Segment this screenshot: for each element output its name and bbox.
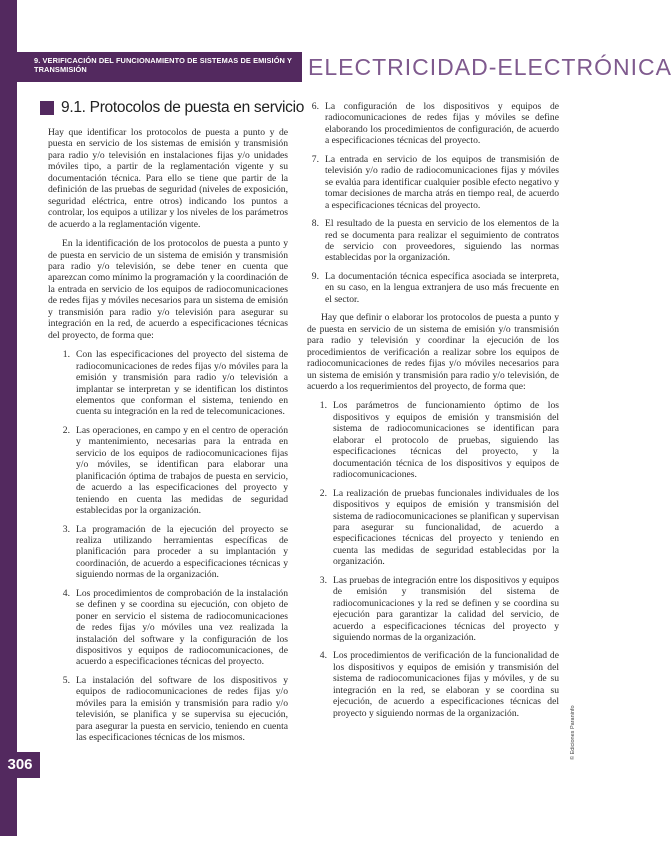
chapter-label: 9. VERIFICACIÓN DEL FUNCIONAMIENTO DE SISTEMAS DE EMISIÓN Y TRANSMISIÓN — [34, 56, 292, 74]
copyright-credit: © Ediciones Paraninfo — [570, 705, 576, 760]
section-title: 9.1. Protocolos de puesta en servicio — [61, 99, 305, 117]
list-item — [307, 271, 559, 305]
list-text: Las pruebas de integración entre los dispositivos y equipos de emisión y transmisión del sistema de radiocomunicaciones y la red se definen y se coordina su ejecución para garantizar la calidad del servicio, de acuerdo a especificaciones técnicas del proyecto y siguiendo normas de la organización. — [333, 574, 559, 644]
list-item — [307, 575, 559, 644]
paragraph-definition: Hay que definir o elaborar los protocolos de puesta a punto y de puesta en servicio de un sistema de emisión y/o transmisión para radio y televisión y coordinar la ejecución de los procedimientos de verificación a realizar sobre los equipos de radiocomunicaciones de redes fijas y/o móviles necesarios para un sistema de emisión y transmisión para radio y/o televisión, de acuerdo a los requerimientos del proyecto, de forma que: — [307, 312, 559, 392]
list-text: La configuración de los dispositivos y equipos de radiocomunicaciones de redes fijas y móviles se define elaborando los procedimientos de configuración, de acuerdo a especificaciones técnicas del proyecto. — [325, 101, 559, 147]
book-brand-title: ELECTRICIDAD-ELECTRÓNICA — [308, 54, 672, 80]
list-number: 6. — [311, 101, 319, 112]
paragraph-intro: Hay que identificar los protocolos de puesta a punto y de puesta en servicio de los sistemas de emisión y transmisión para radio y/o televisión en instalaciones fijas y/o unidades móviles tipo, a partir de la reglamentación vigente y su documentación técnica. Para ello se tiene que partir de la definición de las pruebas de seguridad (niveles de exposición, seguridad eléctrica, entre otros) indicando los puntos a controlar, los equipos a utilizar y los niveles de los parámetros de acuerdo a la reglamentación vigente. — [48, 127, 288, 230]
numbered-list-left — [48, 349, 288, 744]
list-number: 1. — [62, 349, 70, 361]
list-item — [307, 400, 559, 480]
list-text: La documentación técnica específica asociada se interpreta, en su caso, en la lengua extranjera de uso más frecuente en el sector. — [325, 270, 559, 305]
list-item — [307, 218, 559, 264]
list-item — [48, 588, 288, 668]
list-text: Las operaciones, en campo y en el centro de operación y mantenimiento, necesarias para la entrada en servicio de los equipos de radiocomunicaciones fijas y/o móviles, se identifican para elaborar una planificación óptima de trabajos de puesta en servicio, de acuerdo a las especificaciones del proyecto y teniendo en cuenta las medidas de seguridad establecidas por la organización. — [76, 424, 288, 517]
list-text: Los procedimientos de verificación de la funcionalidad de los dispositivos y equipos de emisión y transmisión del sistema de radiocomunicaciones fijas y móviles, y de su integración en la red, se elaboran y se coordina su ejecución, de acuerdo a especificaciones técnicas del proyecto y siguiendo normas de la organización. — [333, 650, 559, 719]
heading-square-marker — [40, 101, 54, 115]
list-number: 2. — [62, 424, 70, 436]
list-text: Los procedimientos de comprobación de la instalación se definen y se coordina su ejecución, con objeto de poner en servicio el sistema de radiocomunicaciones de redes fijas y/o móviles una vez realizada la instalación del software y la configuración de los dispositivos y equipos de radiocomunicaciones, de acuerdo a especificaciones técnicas del proyecto. — [76, 587, 288, 668]
list-number: 7. — [311, 153, 319, 165]
list-text: La realización de pruebas funcionales individuales de los dispositivos y equipos de emisión y transmisión del sistema de radiocomunicaciones se planifican y supervisan para asegurar su funcionalidad, de acuerdo a especificaciones técnicas del proyecto y teniendo en cuenta las medidas de seguridad establecidas por la organización. — [333, 487, 559, 568]
list-number: 9. — [311, 270, 319, 282]
list-text: Con las especificaciones del proyecto del sistema de radiocomunicaciones de redes fijas y/o móviles para la emisión y transmisión para radio y/o televisión a implantar se interpretan y se identifican los distintos elementos que conforman el sistema, teniendo en cuenta su integración en la red de telecomunicaciones. — [76, 349, 288, 418]
list-number: 2. — [319, 487, 327, 499]
list-number: 1. — [319, 400, 327, 412]
list-text: Los parámetros de funcionamiento óptimo de los dispositivos y equipos de emisión y transmisión del sistema de radiocomunicaciones se identifican para elaborar el protocolo de pruebas, siguiendo las especificaciones técnicas del proyecto, y la documentación técnica de los dispositivos y equipos de radiocomunicaciones. — [333, 400, 559, 481]
list-item — [307, 101, 559, 147]
list-item — [307, 650, 559, 719]
left-column — [48, 99, 305, 751]
list-item — [307, 488, 559, 568]
list-number: 3. — [62, 523, 70, 535]
list-item — [48, 425, 288, 517]
numbered-list-right — [307, 101, 559, 305]
section-heading — [40, 99, 305, 117]
list-number: 4. — [319, 650, 327, 662]
side-color-bar — [0, 0, 17, 836]
page-number: 306 — [0, 752, 40, 778]
list-item — [307, 154, 559, 211]
list-number: 4. — [62, 587, 70, 599]
list-item — [48, 349, 288, 418]
list-number: 8. — [311, 218, 319, 230]
list-number: 5. — [62, 674, 70, 686]
list-item — [48, 524, 288, 581]
list-text: El resultado de la puesta en servicio de los elementos de la red se documenta para realizar el seguimiento de contratos de servicio con proveedores, siguiendo las normas establecidas por la organización. — [325, 218, 559, 264]
paragraph-identification: En la identificación de los protocolos de puesta a punto y de puesta en servicio de un sistema de emisión y transmisión para radio y/o televisión, se debe tener en cuenta que aparezcan como mínimo la programación y la coordinación de la entrada en servicio de los equipos de radiocomunicaciones de redes fijas y móviles necesarios para un sistema de emisión y transmisión para radio y/o televisión para asegurar su integración en la red, de acuerdo a especificaciones técnicas del proyecto, de forma que: — [48, 238, 288, 341]
list-number: 3. — [319, 574, 327, 586]
list-item — [48, 675, 288, 744]
list-text: La entrada en servicio de los equipos de transmisión de televisión y/o radio de radiocomunicaciones fijas y móviles se evalúa para identificar cualquier posible efecto negativo y tomar decisiones de marcha atrás en tiempo real, de acuerdo a especificaciones técnicas del proyecto. — [325, 153, 559, 211]
list-text: La instalación del software de los dispositivos y equipos de radiocomunicaciones de redes fijas y/o móviles para la emisión y transmisión para radio y/o televisión, se planifica y se supervisa su ejecución, para asegurar la puesta en servicio, teniendo en cuenta las especificaciones técnicas de los mismos. — [76, 674, 288, 744]
numbered-list-right-2 — [307, 400, 559, 719]
list-text: La programación de la ejecución del proyecto se realiza utilizando herramientas específicas de planificación para proceder a su implantación y coordinación, de acuerdo a especificaciones técnicas y siguiendo normas de la organización. — [76, 523, 288, 581]
right-column — [307, 101, 559, 726]
